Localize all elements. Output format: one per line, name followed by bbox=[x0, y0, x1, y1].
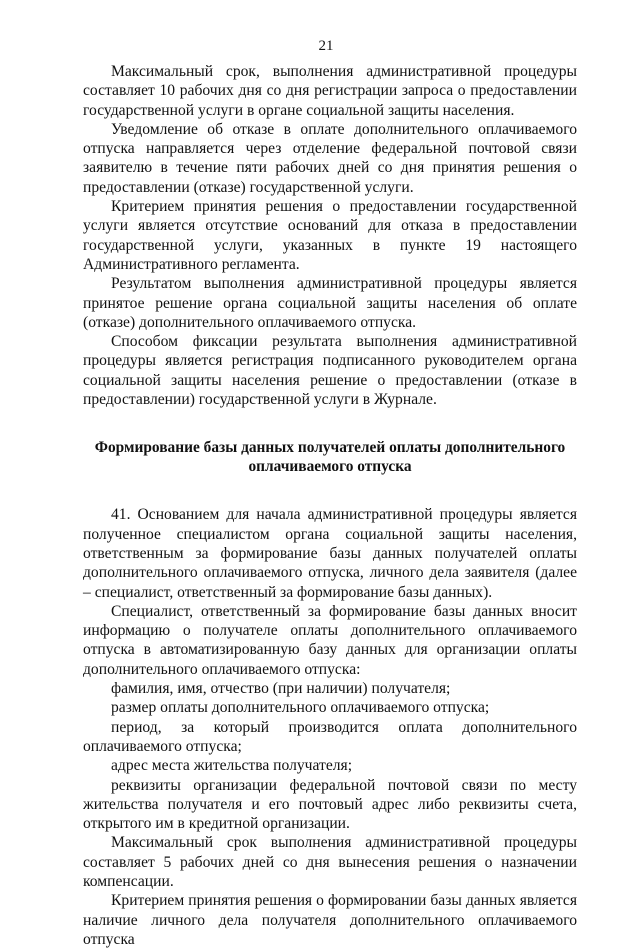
paragraph-database-criterion: Критерием принятия решения о формировании базы данных является наличие личного дела получателя дополнительного оплачиваемого отпуска bbox=[83, 892, 577, 948]
paragraph-decision-criterion: Критерием принятия решения о предоставлении государственной услуги является отсутствие оснований для отказа в предоставлении государственной услуги, указанных в пункте 19 настоящего Административного регламента. bbox=[83, 198, 577, 273]
section-heading: Формирование базы данных получателей оплаты дополнительного оплачиваемого отпуска bbox=[94, 439, 566, 476]
paragraph-refusal-notice: Уведомление об отказе в оплате дополнительного оплачиваемого отпуска направляется через отделение федеральной почтовой связи заявителю в течение пяти рабочих дней со дня принятия решения о предоставлении (отказе) государственной услуги. bbox=[83, 120, 577, 196]
list-item-period: период, за который производится оплата дополнительного оплачиваемого отпуска; bbox=[83, 718, 577, 755]
paragraph-specialist-enters-info: Специалист, ответственный за формирование базы данных вносит информацию о получателе оплаты дополнительного оплачиваемого отпуска в автоматизированную базу данных для организации оплаты дополнительного оплачиваемого отпуска: bbox=[83, 602, 577, 678]
paragraph-procedure-result: Результатом выполнения административной процедуры является принятое решение органа социальной защиты населения об оплате (отказе) дополнительного оплачиваемого отпуска. bbox=[83, 275, 577, 331]
list-item-payment-amount: размер оплаты дополнительного оплачиваемого отпуска; bbox=[111, 699, 490, 717]
page-number: 21 bbox=[318, 38, 334, 54]
paragraph-max-term-5-days: Максимальный срок выполнения административной процедуры составляет 5 рабочих дней со дня вынесения решения о назначении компенсации. bbox=[83, 834, 577, 890]
paragraph-result-recording: Способом фиксации результата выполнения административной процедуры является регистрация подписанного руководителем органа социальной защиты населения решение о предоставлении (отказе в предоставлении) государственной услуги в Журнале. bbox=[83, 333, 577, 409]
paragraph-41-basis: 41. Основанием для начала административной процедуры является полученное специалистом органа социальной защиты населения, ответственным за формирование базы данных получателей оплаты дополнительного оплачиваемого отпуска, личного дела заявителя (далее – специалист, ответственный за формирование базы данных). bbox=[83, 506, 577, 601]
paragraph-max-term: Максимальный срок, выполнения административной процедуры составляет 10 рабочих дня со дня регистрации запроса о предоставлении государственной услуги в органе социальной защиты населения. bbox=[83, 63, 577, 119]
list-item-postal-details: реквизиты организации федеральной почтовой связи по месту жительства получателя и его почтовый адрес либо реквизиты счета, открытого им в кредитной организации. bbox=[83, 776, 577, 833]
list-item-full-name: фамилия, имя, отчество (при наличии) получателя; bbox=[111, 680, 451, 698]
list-item-address: адрес места жительства получателя; bbox=[111, 757, 353, 775]
document-body bbox=[83, 62, 577, 949]
